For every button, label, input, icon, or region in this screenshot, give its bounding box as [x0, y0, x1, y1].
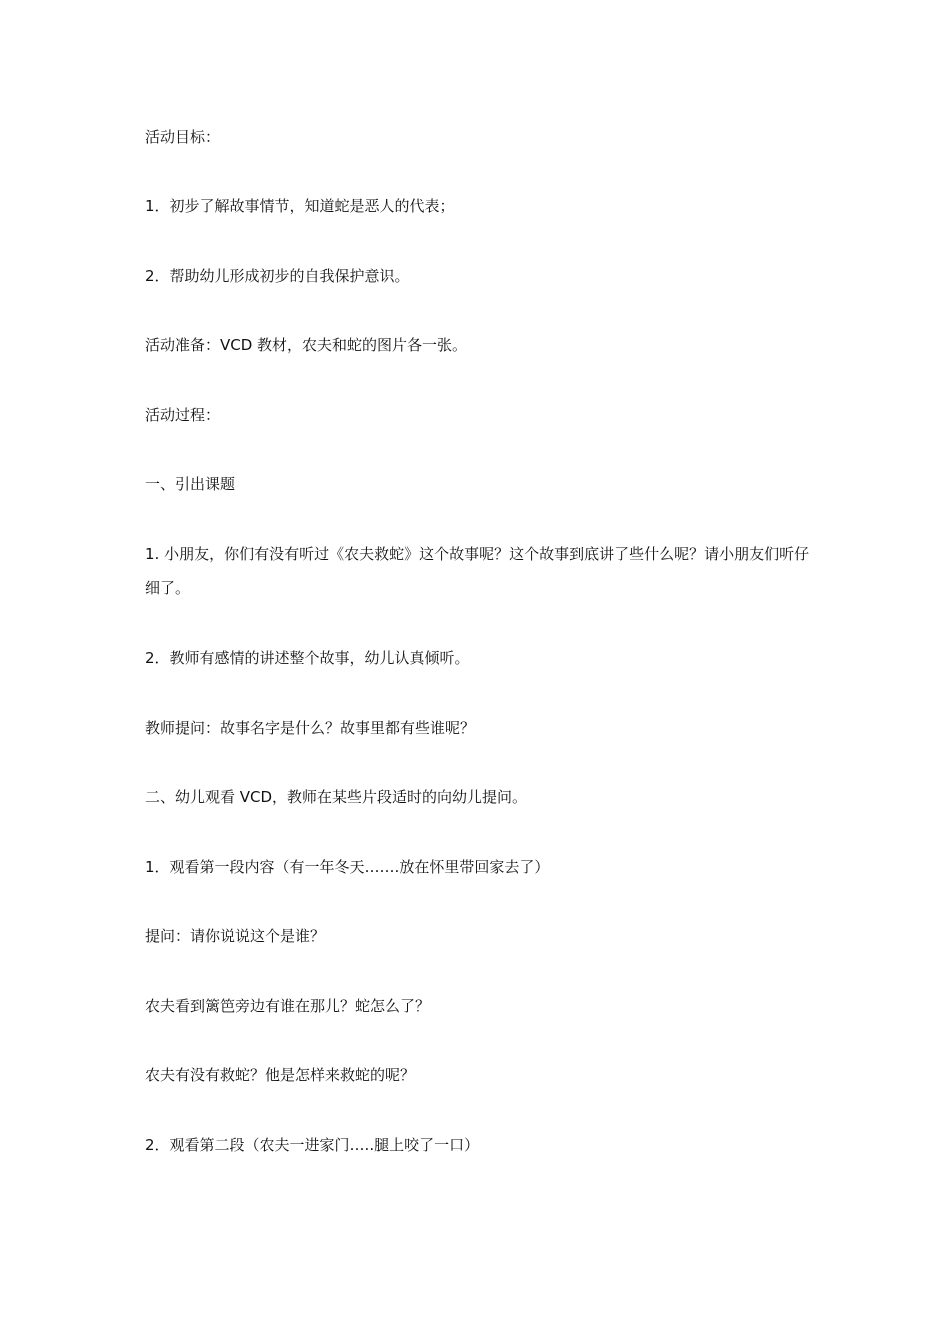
question-3: 农夫有没有救蛇？他是怎样来救蛇的呢？	[145, 1066, 416, 1084]
section-heading-goals: 活动目标：	[145, 128, 221, 146]
step-1-paragraph: 1. 小朋友，你们有没有听过《农夫救蛇》这个故事呢？这个故事到底讲了些什么呢？请小朋友们听仔细了。	[145, 545, 810, 597]
question-2: 农夫看到篱笆旁边有谁在那儿？蛇怎么了？	[145, 997, 431, 1015]
step-2-paragraph: 2．教师有感情的讲述整个故事，幼儿认真倾听。	[145, 649, 470, 667]
preparation-text: 活动准备：VCD 教材，农夫和蛇的图片各一张。	[145, 336, 468, 354]
step-heading-introduce: 一、引出课题	[145, 475, 236, 493]
goal-item-2: 2．帮助幼儿形成初步的自我保护意识。	[145, 267, 410, 285]
step-heading-watch-vcd: 二、幼儿观看 VCD，教师在某些片段适时的向幼儿提问。	[145, 788, 528, 806]
watch-part-1: 1．观看第一段内容（有一年冬天…….放在怀里带回家去了）	[145, 858, 550, 876]
section-heading-process: 活动过程：	[145, 406, 221, 424]
watch-part-2: 2．观看第二段（农夫一进家门…..腿上咬了一口）	[145, 1136, 480, 1154]
teacher-question: 教师提问：故事名字是什么？故事里都有些谁呢？	[145, 719, 476, 737]
goal-item-1: 1．初步了解故事情节，知道蛇是恶人的代表；	[145, 197, 455, 215]
question-1: 提问：请你说说这个是谁？	[145, 927, 326, 945]
